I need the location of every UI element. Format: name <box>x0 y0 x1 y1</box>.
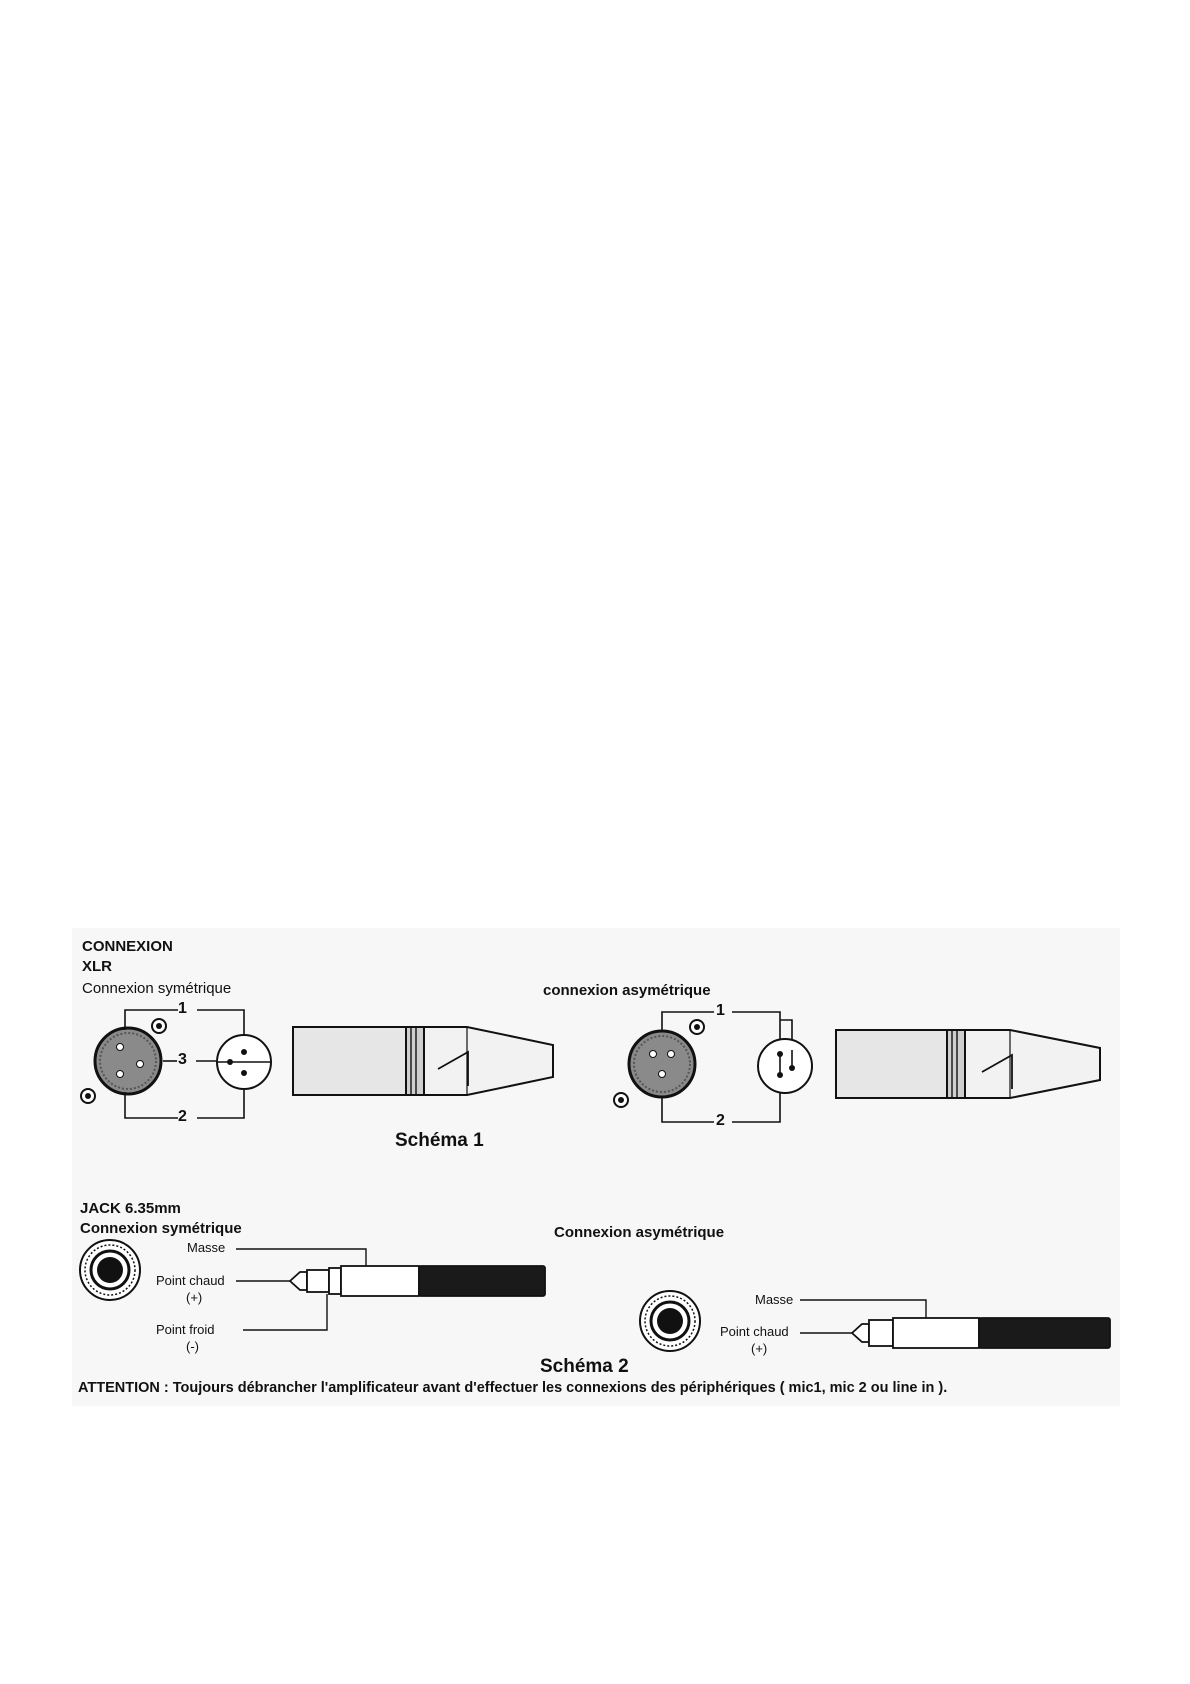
jack-balanced-cold-sign: (-) <box>186 1339 199 1354</box>
jack-heading: JACK 6.35mm <box>80 1200 181 1217</box>
xlr-unbalanced-title: connexion asymétrique <box>543 982 711 999</box>
xlr-balanced-group <box>81 1010 553 1118</box>
jack-balanced-title: Connexion symétrique <box>80 1220 242 1237</box>
schema-2-caption: Schéma 2 <box>540 1356 629 1377</box>
jack-ts-plug-icon <box>852 1318 1110 1348</box>
xlr-heading-line2: XLR <box>82 958 112 975</box>
xlr-female-socket-icon <box>95 1028 161 1094</box>
xlr-screw-top-icon <box>690 1020 704 1034</box>
jack-socket-icon <box>80 1240 140 1300</box>
xlr-male-plug-icon <box>836 1030 1100 1098</box>
xlr-balanced-pin1-label: 1 <box>178 1000 187 1017</box>
xlr-pin-schematic-icon <box>758 1039 812 1093</box>
jack-balanced-hot-label: Point chaud <box>156 1273 225 1288</box>
jack-trs-plug-icon <box>290 1266 545 1296</box>
xlr-male-plug-icon <box>293 1027 553 1095</box>
jack-unbalanced-hot-label: Point chaud <box>720 1324 789 1339</box>
jack-balanced-cold-label: Point froid <box>156 1322 215 1337</box>
jack-balanced-ground-label: Masse <box>187 1240 226 1255</box>
xlr-unbalanced-group <box>614 1012 1100 1122</box>
xlr-screw-bottom-icon <box>81 1089 95 1103</box>
xlr-screw-bottom-icon <box>614 1093 628 1107</box>
jack-socket-icon <box>640 1291 700 1351</box>
jack-balanced-hot-sign: (+) <box>186 1290 203 1305</box>
schema-1-caption: Schéma 1 <box>395 1130 484 1151</box>
jack-unbalanced-ground-label: Masse <box>755 1292 794 1307</box>
warning-text: ATTENTION : Toujours débrancher l'amplificateur avant d'effectuer les connexions des périphériques ( mic1, mic 2 ou line in ). <box>78 1380 948 1396</box>
xlr-heading-line1: CONNEXION <box>82 938 173 955</box>
xlr-balanced-pin3-label: 3 <box>178 1051 187 1068</box>
xlr-female-socket-icon <box>629 1031 695 1097</box>
xlr-screw-top-icon <box>152 1019 166 1033</box>
jack-unbalanced-hot-sign: (+) <box>751 1341 768 1356</box>
jack-balanced-group <box>80 1240 545 1330</box>
xlr-unbalanced-pin2-label: 2 <box>716 1112 725 1129</box>
xlr-balanced-title: Connexion symétrique <box>82 980 232 997</box>
xlr-unbalanced-pin1-label: 1 <box>716 1002 725 1019</box>
xlr-balanced-pin2-label: 2 <box>178 1108 187 1125</box>
xlr-pin-schematic-icon <box>217 1035 271 1089</box>
jack-unbalanced-title: Connexion asymétrique <box>554 1224 725 1241</box>
jack-unbalanced-group <box>640 1291 1110 1351</box>
